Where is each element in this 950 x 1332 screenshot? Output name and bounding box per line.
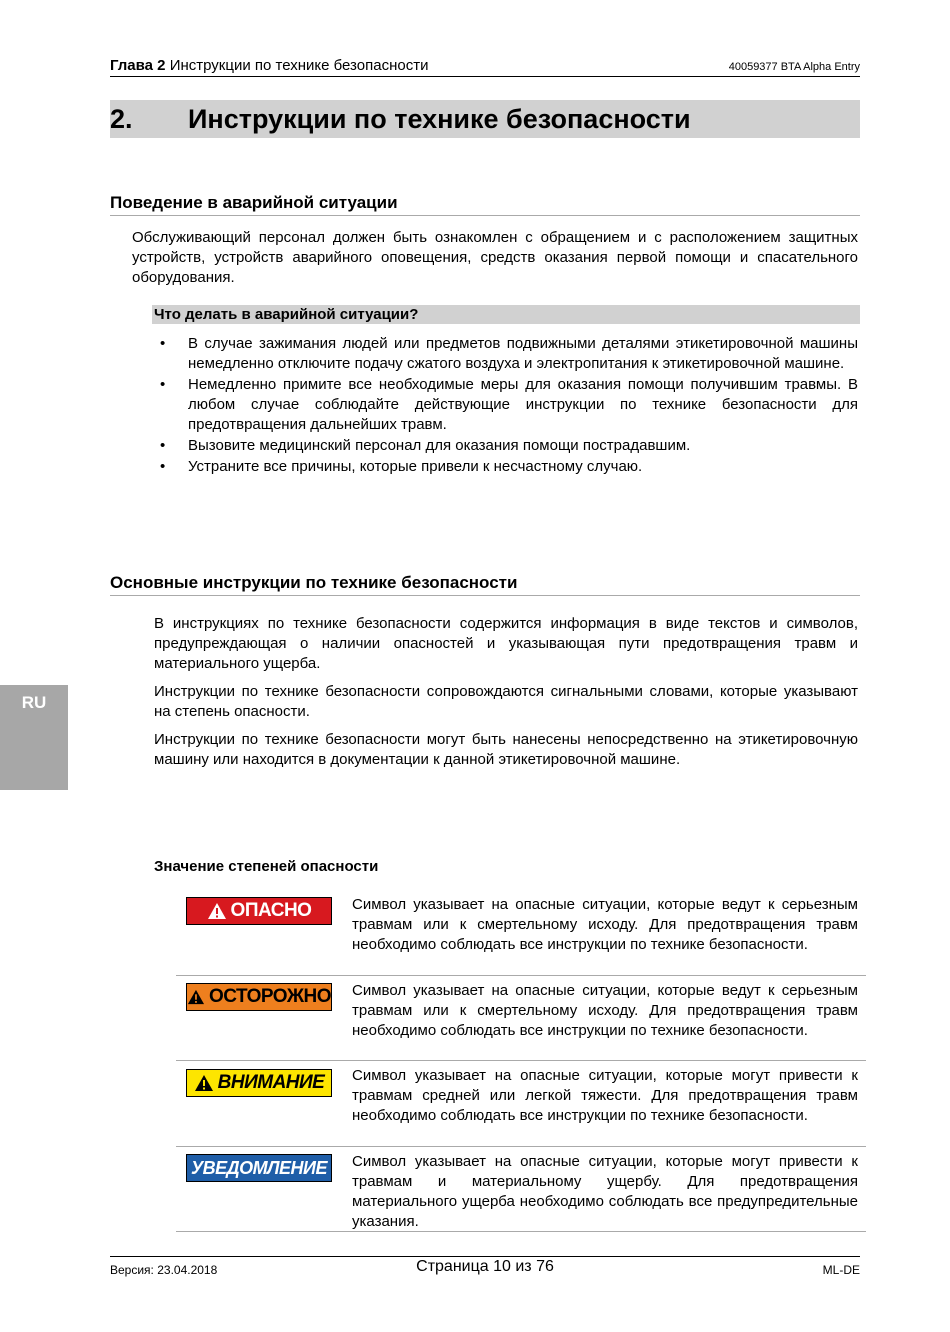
hazard-row-caution	[176, 1066, 866, 1152]
caution-badge-label: ВНИМАНИЕ	[217, 1072, 325, 1093]
emergency-intro: Обслуживающий персонал должен быть ознакомлен с обращением и с расположением защитных устройств, устройств аварийного оповещения, средств оказания первой помощи и спасательного оборудования.	[132, 229, 858, 286]
danger-badge-label: ОПАСНО	[230, 900, 312, 921]
warning-triangle-icon	[187, 988, 205, 1006]
emergency-subheading: Что делать в аварийной ситуации?	[154, 306, 419, 323]
caution-description: Символ указывает на опасные ситуации, которые могут привести к травмам средней или легкой тяжести. Для предотвращения травм необходимо соблюдать все инструкции по технике безопасности.	[352, 1067, 858, 1124]
warning-triangle-icon	[194, 1074, 214, 1092]
row-divider	[176, 975, 866, 976]
list-item: • Вызовите медицинский персонал для оказания помощи пострадавшим.	[160, 437, 691, 454]
bullet-icon: •	[160, 437, 166, 454]
header-doc-id: 40059377 BTA Alpha Entry	[728, 61, 860, 73]
hazard-row-notice	[176, 1152, 866, 1238]
page-header	[110, 57, 860, 77]
footer-version: Версия: 23.04.2018	[110, 1263, 218, 1277]
header-chapter	[110, 57, 428, 75]
header-chapter-label: Глава 2	[110, 57, 166, 74]
emergency-subheading-bar	[152, 305, 860, 324]
bullet-icon: •	[160, 335, 166, 352]
chapter-number: 2.	[110, 104, 133, 134]
row-divider	[176, 1060, 866, 1061]
basic-paragraph-1: В инструкциях по технике безопасности содержится информация в виде текстов и символов, предупреждающая о наличии опасностей и указывающая пути предотвращения травм и материального ущерба.	[154, 615, 858, 672]
emergency-bullet-list	[152, 334, 858, 477]
footer-page-number: Страница 10 из 76	[416, 1258, 554, 1275]
list-item: • В случае зажимания людей или предметов подвижными деталями этикетировочной машины немедленно отключите подачу сжатого воздуха и электропитания к этикетировочной машине.	[160, 335, 858, 372]
caution-badge	[186, 1069, 332, 1097]
row-divider	[176, 1231, 866, 1232]
chapter-title-bar	[110, 100, 860, 138]
list-item: • Устраните все причины, которые привели к несчастному случаю.	[160, 458, 643, 475]
row-divider	[176, 1146, 866, 1147]
warning-badge-label: ОСТОРОЖНО	[208, 986, 331, 1007]
basic-heading: Основные инструкции по технике безопасности	[110, 573, 860, 596]
warning-badge	[186, 983, 332, 1011]
basic-paragraph-3: Инструкции по технике безопасности могут быть нанесены непосредственно на этикетировочную машину или находится в документации к данной этикетировочной машине.	[154, 731, 858, 768]
warning-triangle-icon	[207, 902, 227, 920]
language-code: RU	[21, 693, 47, 712]
footer-code: ML-DE	[822, 1263, 860, 1277]
language-side-tab	[0, 685, 68, 790]
chapter-title: Инструкции по технике безопасности	[188, 104, 691, 134]
list-item: • Немедленно примите все необходимые меры для оказания помощи получившим травмы. В любом случае соблюдайте действующие инструкции по технике безопасности для предотвращения дальнейших травм.	[160, 376, 858, 433]
notice-description: Символ указывает на опасные ситуации, которые могут привести к травмам и материальному ущербу. Для предотвращения материального ущерба необходимо соблюдать все предупредительные указания.	[352, 1153, 858, 1230]
notice-badge	[186, 1154, 332, 1182]
notice-badge-label: УВЕДОМЛЕНИЕ	[190, 1157, 327, 1178]
levels-heading: Значение степеней опасности	[154, 858, 379, 875]
danger-description: Символ указывает на опасные ситуации, которые ведут к серьезным травмам или к смертельному исходу. Для предотвращения травм необходимо соблюдать все инструкции по технике безопасности.	[352, 896, 858, 953]
emergency-heading: Поведение в аварийной ситуации	[110, 193, 860, 216]
header-chapter-title: Инструкции по технике безопасности	[169, 57, 429, 74]
bullet-icon: •	[160, 458, 166, 475]
bullet-icon: •	[160, 376, 166, 393]
hazard-row-danger	[176, 895, 866, 981]
warning-description: Символ указывает на опасные ситуации, которые ведут к серьезным травмам или к смертельному исходу. Для предотвращения травм необходимо соблюдать все инструкции по технике безопасности.	[352, 982, 858, 1039]
danger-badge	[186, 897, 332, 925]
hazard-row-warning	[176, 981, 866, 1067]
basic-paragraph-2: Инструкции по технике безопасности сопровождаются сигнальными словами, которые указывают на степень опасности.	[154, 683, 858, 720]
page-footer	[110, 1256, 860, 1279]
